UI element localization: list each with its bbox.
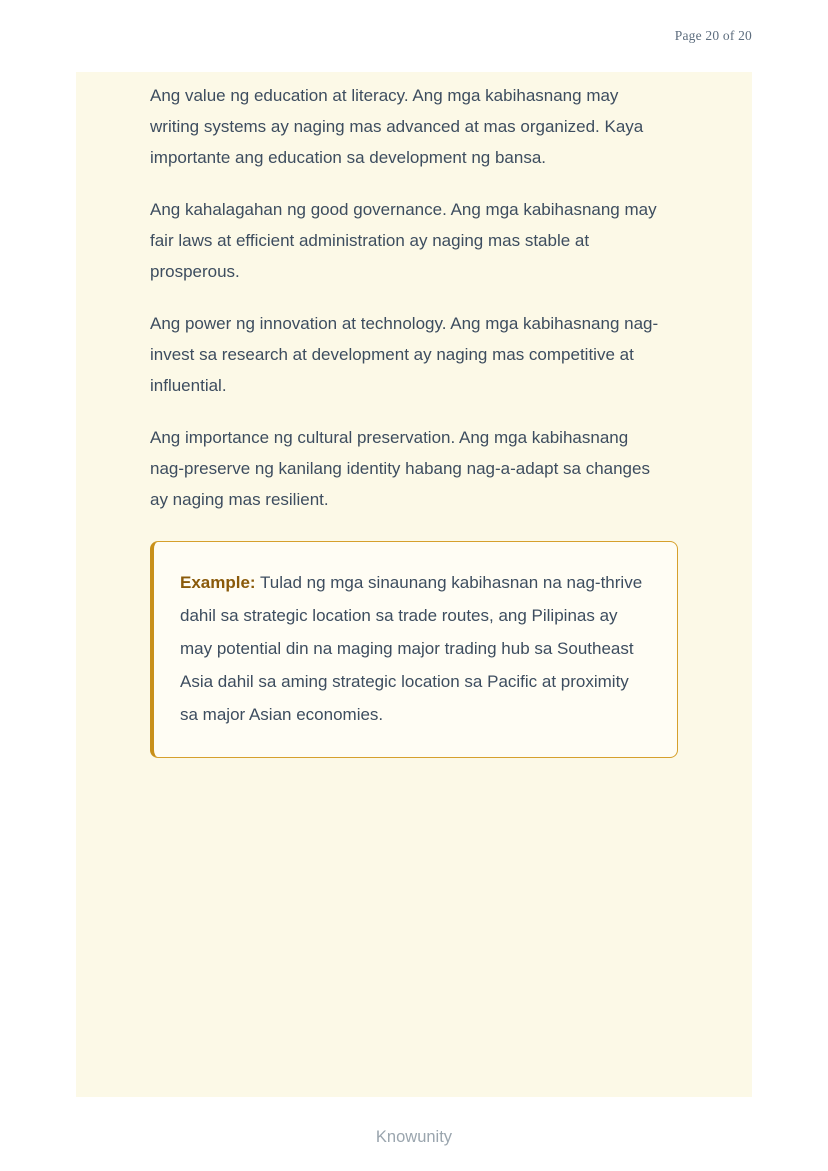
page-indicator: Page 20 of 20: [674, 28, 752, 43]
content-sheet: [76, 72, 752, 1097]
body-paragraph: Ang value ng education at literacy. Ang mga kabihasnang may writing systems ay naging mas advanced at mas organized. Kaya importante ang education sa development ng bansa.: [150, 86, 644, 167]
example-paragraph: [180, 566, 647, 731]
example-callout-box: [150, 541, 678, 758]
body-paragraph: Ang kahalagahan ng good governance. Ang mga kabihasnang may fair laws at efficient administration ay naging mas stable at prosperous.: [150, 200, 657, 281]
example-text: Tulad ng mga sinaunang kabihasnan na nag-thrive dahil sa strategic location sa trade routes, ang Pilipinas ay may potential din na maging major trading hub sa Southeast Asia dahil sa aming strategic location sa Pacific at proximity sa major Asian economies.: [180, 573, 643, 724]
body-paragraph: Ang importance ng cultural preservation. Ang mga kabihasnang nag-preserve ng kanilang identity habang nag-a-adapt sa changes ay naging mas resilient.: [150, 428, 650, 509]
example-label: Example:: [180, 573, 256, 592]
footer-brand: Knowunity: [375, 1128, 453, 1146]
text-column: [76, 72, 752, 758]
body-paragraph: Ang power ng innovation at technology. Ang mga kabihasnang nag-invest sa research at development ay naging mas competitive at influential.: [150, 314, 659, 395]
